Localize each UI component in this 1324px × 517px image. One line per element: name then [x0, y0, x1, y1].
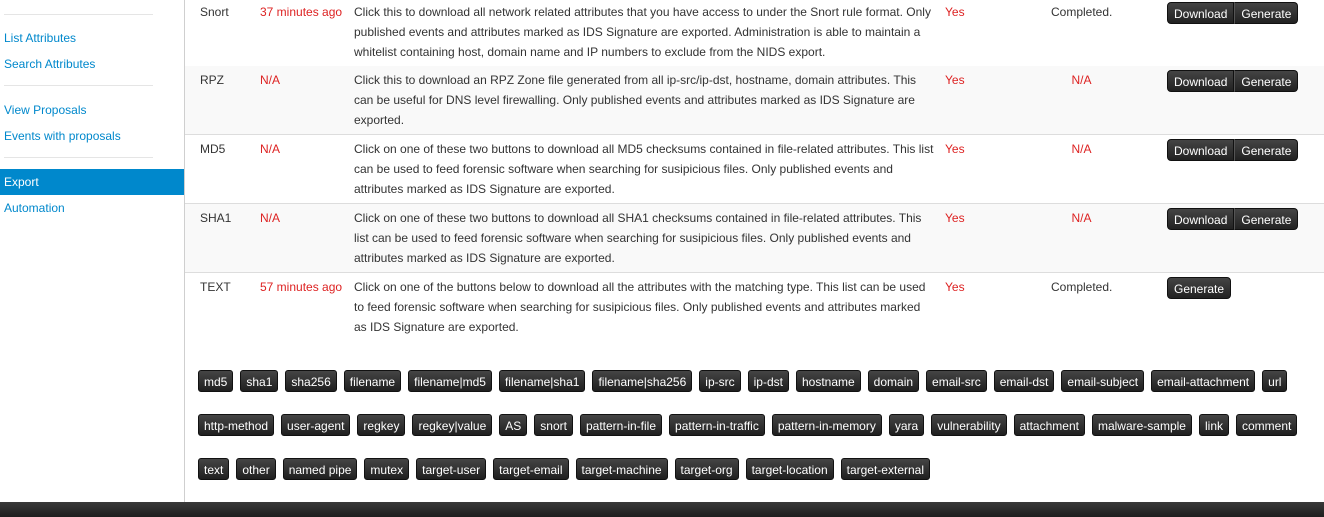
attribute-type-button[interactable]: user-agent: [281, 414, 350, 436]
last-updated: N/A: [260, 211, 281, 225]
footer-bar: [0, 502, 1324, 517]
table-row: [185, 0, 1324, 67]
sidebar-item-export[interactable]: Export: [0, 169, 184, 195]
export-actions: [1167, 139, 1298, 161]
attribute-type-button[interactable]: target-external: [841, 458, 930, 480]
sidebar-item-list-attributes[interactable]: List Attributes: [4, 31, 77, 45]
attribute-type-button[interactable]: pattern-in-traffic: [669, 414, 765, 436]
attribute-type-button[interactable]: domain: [868, 370, 919, 392]
attribute-type-button[interactable]: ip-dst: [748, 370, 789, 392]
sidebar-item-automation[interactable]: Automation: [4, 201, 65, 215]
attribute-type-button[interactable]: filename|md5: [408, 370, 492, 392]
progress-status: N/A: [1071, 73, 1092, 87]
outdated-status: Yes: [945, 142, 965, 156]
progress-status: N/A: [1071, 142, 1092, 156]
attribute-type-button[interactable]: target-location: [746, 458, 834, 480]
attribute-type-button[interactable]: text: [198, 458, 229, 480]
attribute-type-button[interactable]: AS: [499, 414, 527, 436]
export-description: Click this to download an RPZ Zone file generated from all ip-src/ip-dst, hostname, domain attributes. This can be useful for DNS level firewalling. Only published events and attributes marked as IDS Signature are exported.: [354, 73, 917, 127]
download-button[interactable]: Download: [1167, 2, 1234, 24]
export-description: Click on one of these two buttons to download all SHA1 checksums contained in file-related attributes. This list can be used to feed forensic software when searching for susipicious files. Only published events and attributes marked as IDS Signature are exported.: [354, 211, 922, 265]
attribute-type-button[interactable]: attachment: [1014, 414, 1085, 436]
outdated-status: Yes: [945, 5, 965, 19]
progress-status: Completed.: [1051, 280, 1113, 294]
export-type: TEXT: [200, 280, 231, 294]
attribute-type-button[interactable]: hostname: [796, 370, 861, 392]
attribute-type-button[interactable]: pattern-in-file: [580, 414, 662, 436]
generate-button[interactable]: Generate: [1167, 277, 1231, 299]
attribute-type-button[interactable]: other: [236, 458, 275, 480]
attribute-type-button[interactable]: regkey|value: [412, 414, 492, 436]
attribute-type-button[interactable]: vulnerability: [931, 414, 1006, 436]
last-updated: N/A: [260, 142, 281, 156]
table-row: [185, 135, 1324, 204]
attribute-type-button[interactable]: sha1: [240, 370, 278, 392]
attribute-type-button[interactable]: pattern-in-memory: [772, 414, 882, 436]
export-main: [185, 0, 1324, 502]
outdated-status: Yes: [945, 73, 965, 87]
sidebar-divider: [4, 85, 153, 86]
progress-status: N/A: [1071, 211, 1092, 225]
export-actions: [1167, 277, 1231, 299]
attribute-type-button[interactable]: target-org: [675, 458, 739, 480]
sidebar: [0, 0, 185, 502]
last-updated: N/A: [260, 73, 281, 87]
attribute-type-button[interactable]: ip-src: [699, 370, 740, 392]
attribute-type-button[interactable]: email-dst: [994, 370, 1055, 392]
attribute-type-button[interactable]: md5: [198, 370, 233, 392]
attribute-type-button[interactable]: mutex: [364, 458, 409, 480]
export-description: Click on one of these two buttons to download all MD5 checksums contained in file-related attributes. This list can be used to feed forensic software when searching for susipicious files. Only published events and attributes marked as IDS Signature are exported.: [354, 142, 934, 196]
attribute-type-button[interactable]: email-subject: [1061, 370, 1144, 392]
attribute-type-button[interactable]: link: [1199, 414, 1229, 436]
attribute-type-button[interactable]: filename|sha256: [592, 370, 692, 392]
attribute-type-button[interactable]: url: [1262, 370, 1287, 392]
table-row: [185, 66, 1324, 135]
export-type: MD5: [200, 142, 226, 156]
attribute-type-button[interactable]: sha256: [285, 370, 336, 392]
attribute-type-button[interactable]: target-email: [493, 458, 568, 480]
attribute-type-buttons: [198, 370, 1324, 502]
download-button[interactable]: Download: [1167, 208, 1234, 230]
sidebar-item-search-attributes[interactable]: Search Attributes: [4, 57, 96, 71]
generate-button[interactable]: Generate: [1234, 208, 1298, 230]
sidebar-divider: [4, 157, 153, 158]
last-updated: 57 minutes ago: [260, 280, 343, 294]
table-row: [185, 204, 1324, 273]
outdated-status: Yes: [945, 280, 965, 294]
attribute-type-button[interactable]: email-attachment: [1151, 370, 1255, 392]
attribute-type-button[interactable]: named pipe: [283, 458, 358, 480]
attribute-type-button[interactable]: malware-sample: [1092, 414, 1192, 436]
attribute-type-button[interactable]: target-user: [416, 458, 486, 480]
attribute-type-button[interactable]: filename: [344, 370, 401, 392]
attribute-type-button[interactable]: email-src: [926, 370, 987, 392]
export-description: Click this to download all network related attributes that you have access to under the Snort rule format. Only published events and attributes marked as IDS Signature are exported. Administration is able to maintain a whitelist containing host, domain name and IP numbers to exclude from the NIDS export.: [354, 5, 931, 59]
progress-status: Completed.: [1051, 5, 1113, 19]
attribute-type-button[interactable]: snort: [534, 414, 573, 436]
attribute-type-button[interactable]: http-method: [198, 414, 274, 436]
attribute-type-button[interactable]: yara: [889, 414, 924, 436]
sidebar-divider: [4, 14, 153, 15]
attribute-type-button[interactable]: regkey: [357, 414, 405, 436]
outdated-status: Yes: [945, 211, 965, 225]
export-actions: [1167, 2, 1298, 24]
export-actions: [1167, 208, 1298, 230]
generate-button[interactable]: Generate: [1234, 2, 1298, 24]
generate-button[interactable]: Generate: [1234, 139, 1298, 161]
export-type: RPZ: [200, 73, 224, 87]
download-button[interactable]: Download: [1167, 70, 1234, 92]
last-updated: 37 minutes ago: [260, 5, 343, 19]
export-type: SHA1: [200, 211, 232, 225]
export-actions: [1167, 70, 1298, 92]
export-type: Snort: [200, 5, 229, 19]
table-row: [185, 273, 1324, 363]
attribute-type-button[interactable]: target-machine: [576, 458, 668, 480]
generate-button[interactable]: Generate: [1234, 70, 1298, 92]
attribute-type-button[interactable]: comment: [1236, 414, 1297, 436]
download-button[interactable]: Download: [1167, 139, 1234, 161]
attribute-type-button[interactable]: filename|sha1: [499, 370, 586, 392]
export-description: Click on one of the buttons below to download all the attributes with the matching type. This list can be used to feed forensic software when searching for susipicious files. Only published events and attributes marked as IDS Signature are exported.: [354, 280, 926, 334]
sidebar-item-events-with-proposals[interactable]: Events with proposals: [4, 129, 121, 143]
sidebar-item-view-proposals[interactable]: View Proposals: [4, 103, 87, 117]
